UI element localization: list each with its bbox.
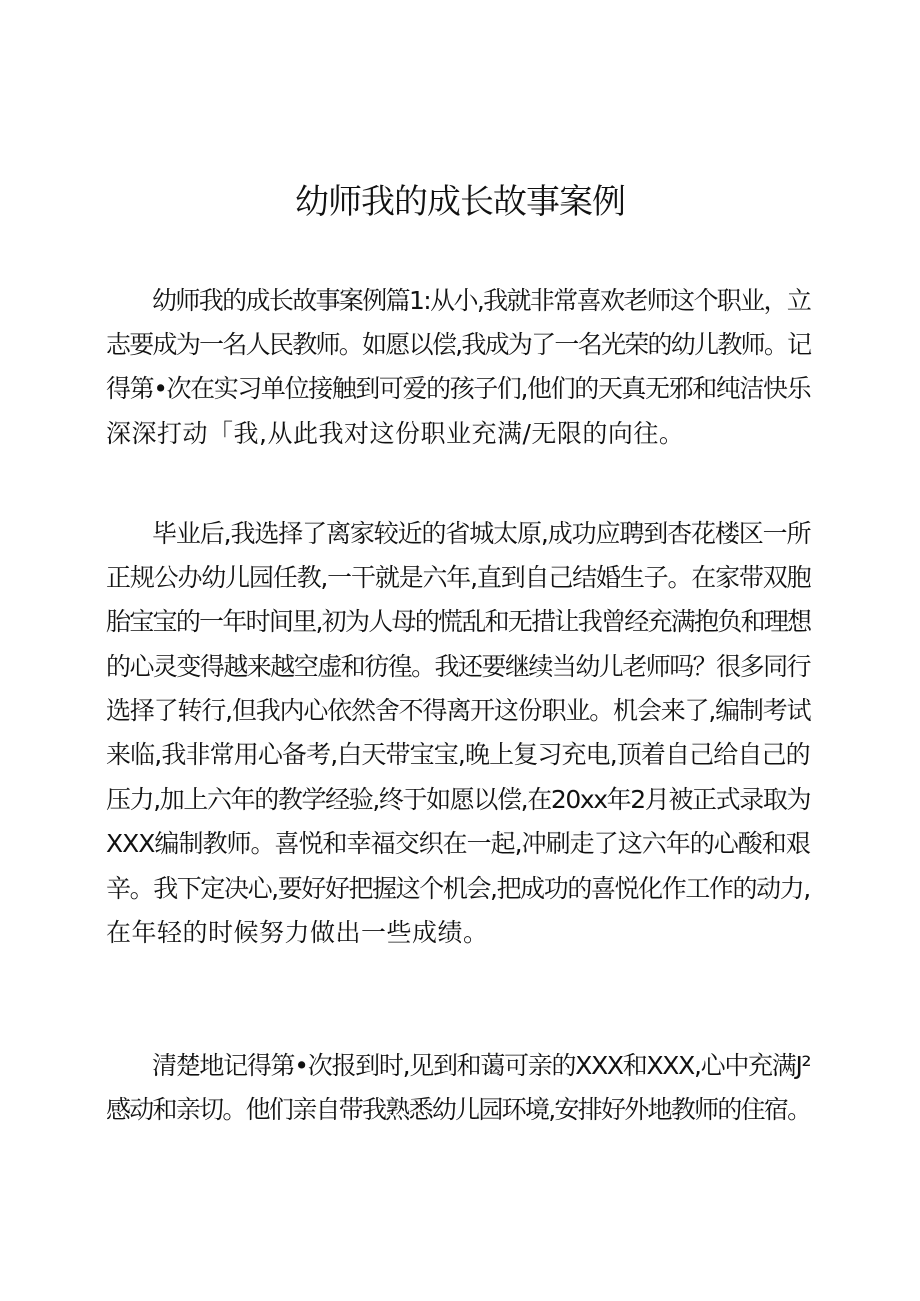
paragraph-1-line-1: 幼师我的成长故事案例篇1:从小,我就非常喜欢老师这个职业，立 [152,286,811,315]
paragraph-1-line-3: 得第•次在实习单位接触到可爱的孩子们,他们的天真无邪和纯洁快乐 [106,374,811,403]
paragraph-2-line-6: 来临,我非常用心备考,白天带宝宝,晚上复习充电,顶着自己给自己的 [106,740,810,769]
paragraph-3-line-2: 感动和亲切。他们亲自带我熟悉幼儿园环境,安排好外地教师的住宿。 [106,1095,811,1124]
paragraph-2-line-5: 选择了转行,但我内心依然舍不得离开这份职业。机会来了,编制考试 [106,696,811,725]
paragraph-2-line-2: 正规公办幼儿园任教,一干就是六年,直到自己结婚生子。在家带双胞 [106,563,811,592]
paragraph-2-line-9: 辛。我下定决心,要好好把握这个机会,把成功的喜悦化作工作的动力, [106,874,810,903]
paragraph-1-line-4: 深深打动「我,从此我对这份职业充满/无限的向往。 [106,419,685,448]
paragraph-2-line-3: 胎宝宝的一年时间里,初为人母的慌乱和无措让我曾经充满抱负和理想 [106,607,811,636]
paragraph-2-line-7: 压力,加上六年的教学经验,终于如愿以偿,在20xx年2月被正式录取为 [106,785,811,814]
paragraph-2-line-10: 在年轻的时候努力做出一些成绩。 [106,918,489,947]
paragraph-2-line-4: 的心灵变得越来越空虚和彷徨。我还要继续当幼儿老师吗？很多同行 [106,652,811,681]
paragraph-2-line-8: XXX编制教师。喜悦和幸福交织在一起,冲刷走了这六年的心酸和艰 [106,829,810,858]
paragraph-2-line-1: 毕业后,我选择了离家较近的省城太原,成功应聘到杏花楼区一所 [152,519,811,548]
paragraph-3-line-1: 清楚地记得第•次报到时,见到和蔼可亲的XXX和XXX,心中充满J² [152,1051,811,1080]
document-title: 幼师我的成长故事案例 [295,182,625,222]
paragraph-1-line-2: 志要成为一名人民教师。如愿以偿,我成为了一名光荣的幼儿教师。记 [106,330,811,359]
